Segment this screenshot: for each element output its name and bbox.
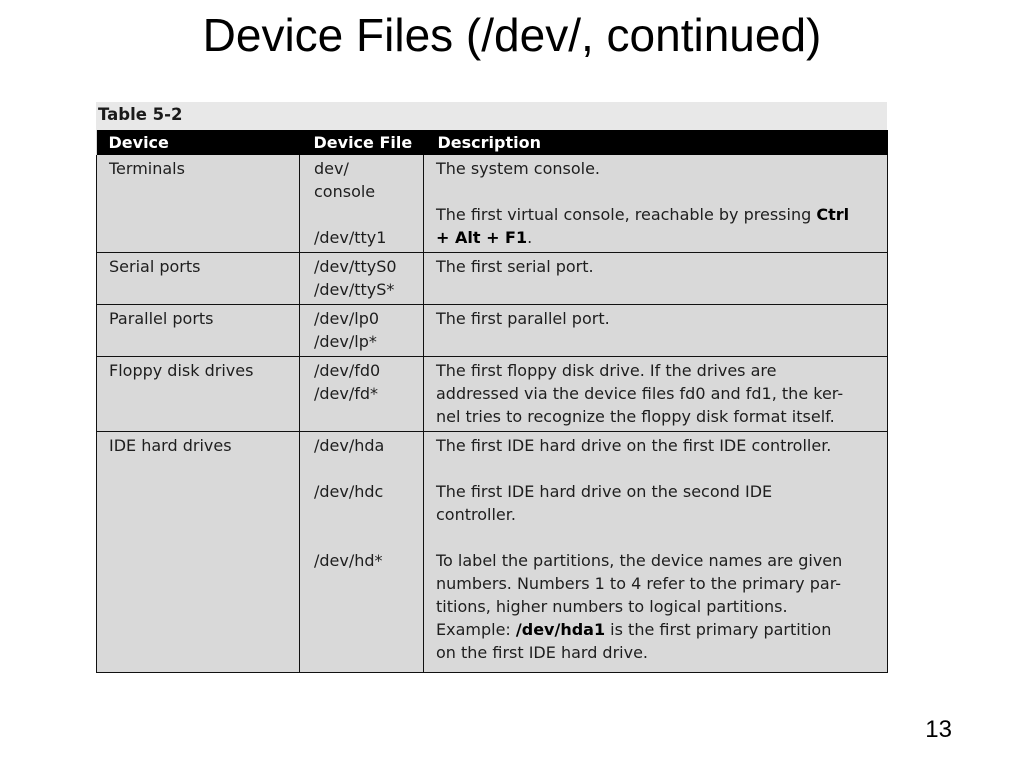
description-cell: [424, 253, 888, 305]
description-line: + Alt + F1.: [436, 228, 533, 247]
table-row: [97, 432, 888, 673]
device-file-line: /dev/hd*: [314, 551, 383, 570]
table-row: [97, 357, 888, 432]
page-number: 13: [925, 716, 952, 743]
device-file-line: /dev/lp*: [314, 332, 377, 351]
device-file-line: /dev/ttyS*: [314, 280, 395, 299]
description-line: The first serial port.: [436, 257, 594, 276]
device-file-line: /dev/tty1: [314, 228, 387, 247]
device-file-cell: [300, 432, 424, 673]
device-file-line: console: [314, 182, 376, 201]
header-description: Description: [424, 130, 888, 155]
device-file-line: /dev/hda: [314, 436, 385, 455]
description-line: nel tries to recognize the floppy disk format itself.: [436, 407, 835, 426]
description-line: addressed via the device files fd0 and fd1, the ker-: [436, 384, 844, 403]
device-cell: IDE hard drives: [97, 432, 300, 673]
device-file-line: /dev/fd*: [314, 384, 379, 403]
description-line: To label the partitions, the device names are given: [436, 551, 843, 570]
description-line: The first virtual console, reachable by pressing Ctrl: [436, 205, 850, 224]
device-file-line: /dev/hdc: [314, 482, 384, 501]
table-row: [97, 305, 888, 357]
device-cell: Parallel ports: [97, 305, 300, 357]
slide-title: Device Files (/dev/, continued): [202, 9, 822, 61]
description-line: numbers. Numbers 1 to 4 refer to the primary par-: [436, 574, 842, 593]
table-caption: Table 5-2: [96, 102, 887, 130]
description-line: The system console.: [436, 159, 600, 178]
description-cell: [424, 305, 888, 357]
device-cell: Floppy disk drives: [97, 357, 300, 432]
device-files-table: [96, 102, 887, 673]
device-file-cell: [300, 357, 424, 432]
device-file-line: /dev/fd0: [314, 361, 381, 380]
device-file-cell: [300, 155, 424, 253]
device-file-line: dev/: [314, 159, 349, 178]
device-file-line: /dev/ttyS0: [314, 257, 397, 276]
header-device: Device: [97, 130, 300, 155]
device-cell: Serial ports: [97, 253, 300, 305]
description-cell: [424, 432, 888, 673]
description-line: on the first IDE hard drive.: [436, 643, 649, 662]
description-line: Example: /dev/hda1 is the first primary partition: [436, 620, 832, 639]
table-header-row: [97, 130, 888, 155]
table-row: [97, 253, 888, 305]
description-cell: [424, 357, 888, 432]
header-device-file: Device File: [300, 130, 424, 155]
description-line: The first IDE hard drive on the first IDE controller.: [436, 436, 832, 455]
device-cell: Terminals: [97, 155, 300, 253]
table-row: [97, 155, 888, 253]
description-line: controller.: [436, 505, 516, 524]
description-cell: [424, 155, 888, 253]
description-line: The first floppy disk drive. If the drives are: [436, 361, 777, 380]
device-file-line: /dev/lp0: [314, 309, 380, 328]
description-line: titions, higher numbers to logical partitions.: [436, 597, 788, 616]
device-file-cell: [300, 253, 424, 305]
description-line: The first IDE hard drive on the second IDE: [436, 482, 773, 501]
description-line: The first parallel port.: [436, 309, 610, 328]
device-file-cell: [300, 305, 424, 357]
device-table: [96, 130, 888, 673]
